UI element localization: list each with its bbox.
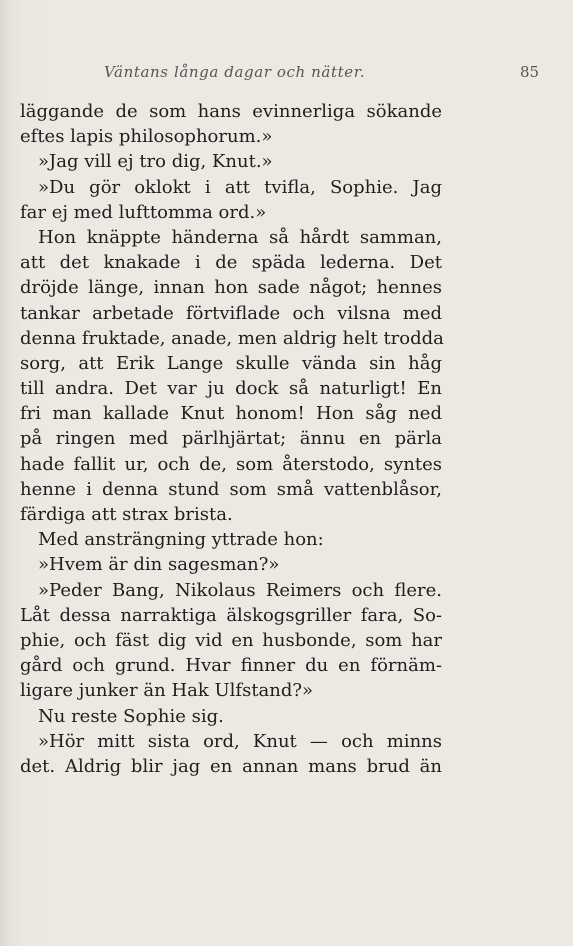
body-text [20,99,442,779]
text-line: »Peder Bang, Nikolaus Reimers och flere. [38,579,442,601]
text-line: Nu reste Sophie sig. [38,705,224,727]
text-line: det. Aldrig blir jag en annan mans brud än [20,755,442,777]
text-line: ligare junker än Hak Ulfstand?» [20,680,314,702]
text-line: denna fruktade, anade, men aldrig helt trodda [20,327,444,349]
text-line: fri man kallade Knut honom! Hon såg ned [20,403,442,425]
text-line: »Jag vill ej tro dig, Knut.» [38,151,273,173]
page-header [0,63,573,85]
running-title: Väntans långa dagar och nätter. [104,63,366,81]
text-line: far ej med lufttomma ord.» [20,201,267,223]
text-line: »Hör mitt sista ord, Knut — och minns [38,730,442,752]
text-line: Hon knäppte händerna så hårdt samman, [38,226,442,248]
text-line: »Hvem är din sagesman?» [38,554,280,576]
text-line: läggande de som hans evinnerliga sökande [20,101,442,122]
text-line: gård och grund. Hvar finner du en förnäm- [20,655,442,677]
text-line: till andra. Det var ju dock så naturligt! En [20,378,442,400]
text-line: phie, och fäst dig vid en husbonde, som har [20,629,442,651]
text-line: hade fallit ur, och de, som återstodo, syntes [20,453,442,475]
text-line: sorg, att Erik Lange skulle vända sin håg [20,352,442,374]
text-line: dröjde länge, innan hon sade något; hennes [20,277,442,299]
text-line: Med ansträngning yttrade hon: [38,529,324,551]
text-line: att det knakade i de späda lederna. Det [20,252,442,274]
text-line: Låt dessa narraktiga älskogsgriller fara, So- [20,604,442,626]
page-number: 85 [520,63,540,81]
text-line: eftes lapis philosophorum.» [20,126,273,148]
text-line: »Du gör oklokt i att tvifla, Sophie. Jag [38,176,442,198]
text-line: henne i denna stund som små vattenblåsor, [20,478,442,500]
text-line: färdiga att strax brista. [20,504,233,525]
text-line: på ringen med pärlhjärtat; ännu en pärla [20,428,442,450]
text-line: tankar arbetade förtviflade och vilsna med [20,302,442,324]
